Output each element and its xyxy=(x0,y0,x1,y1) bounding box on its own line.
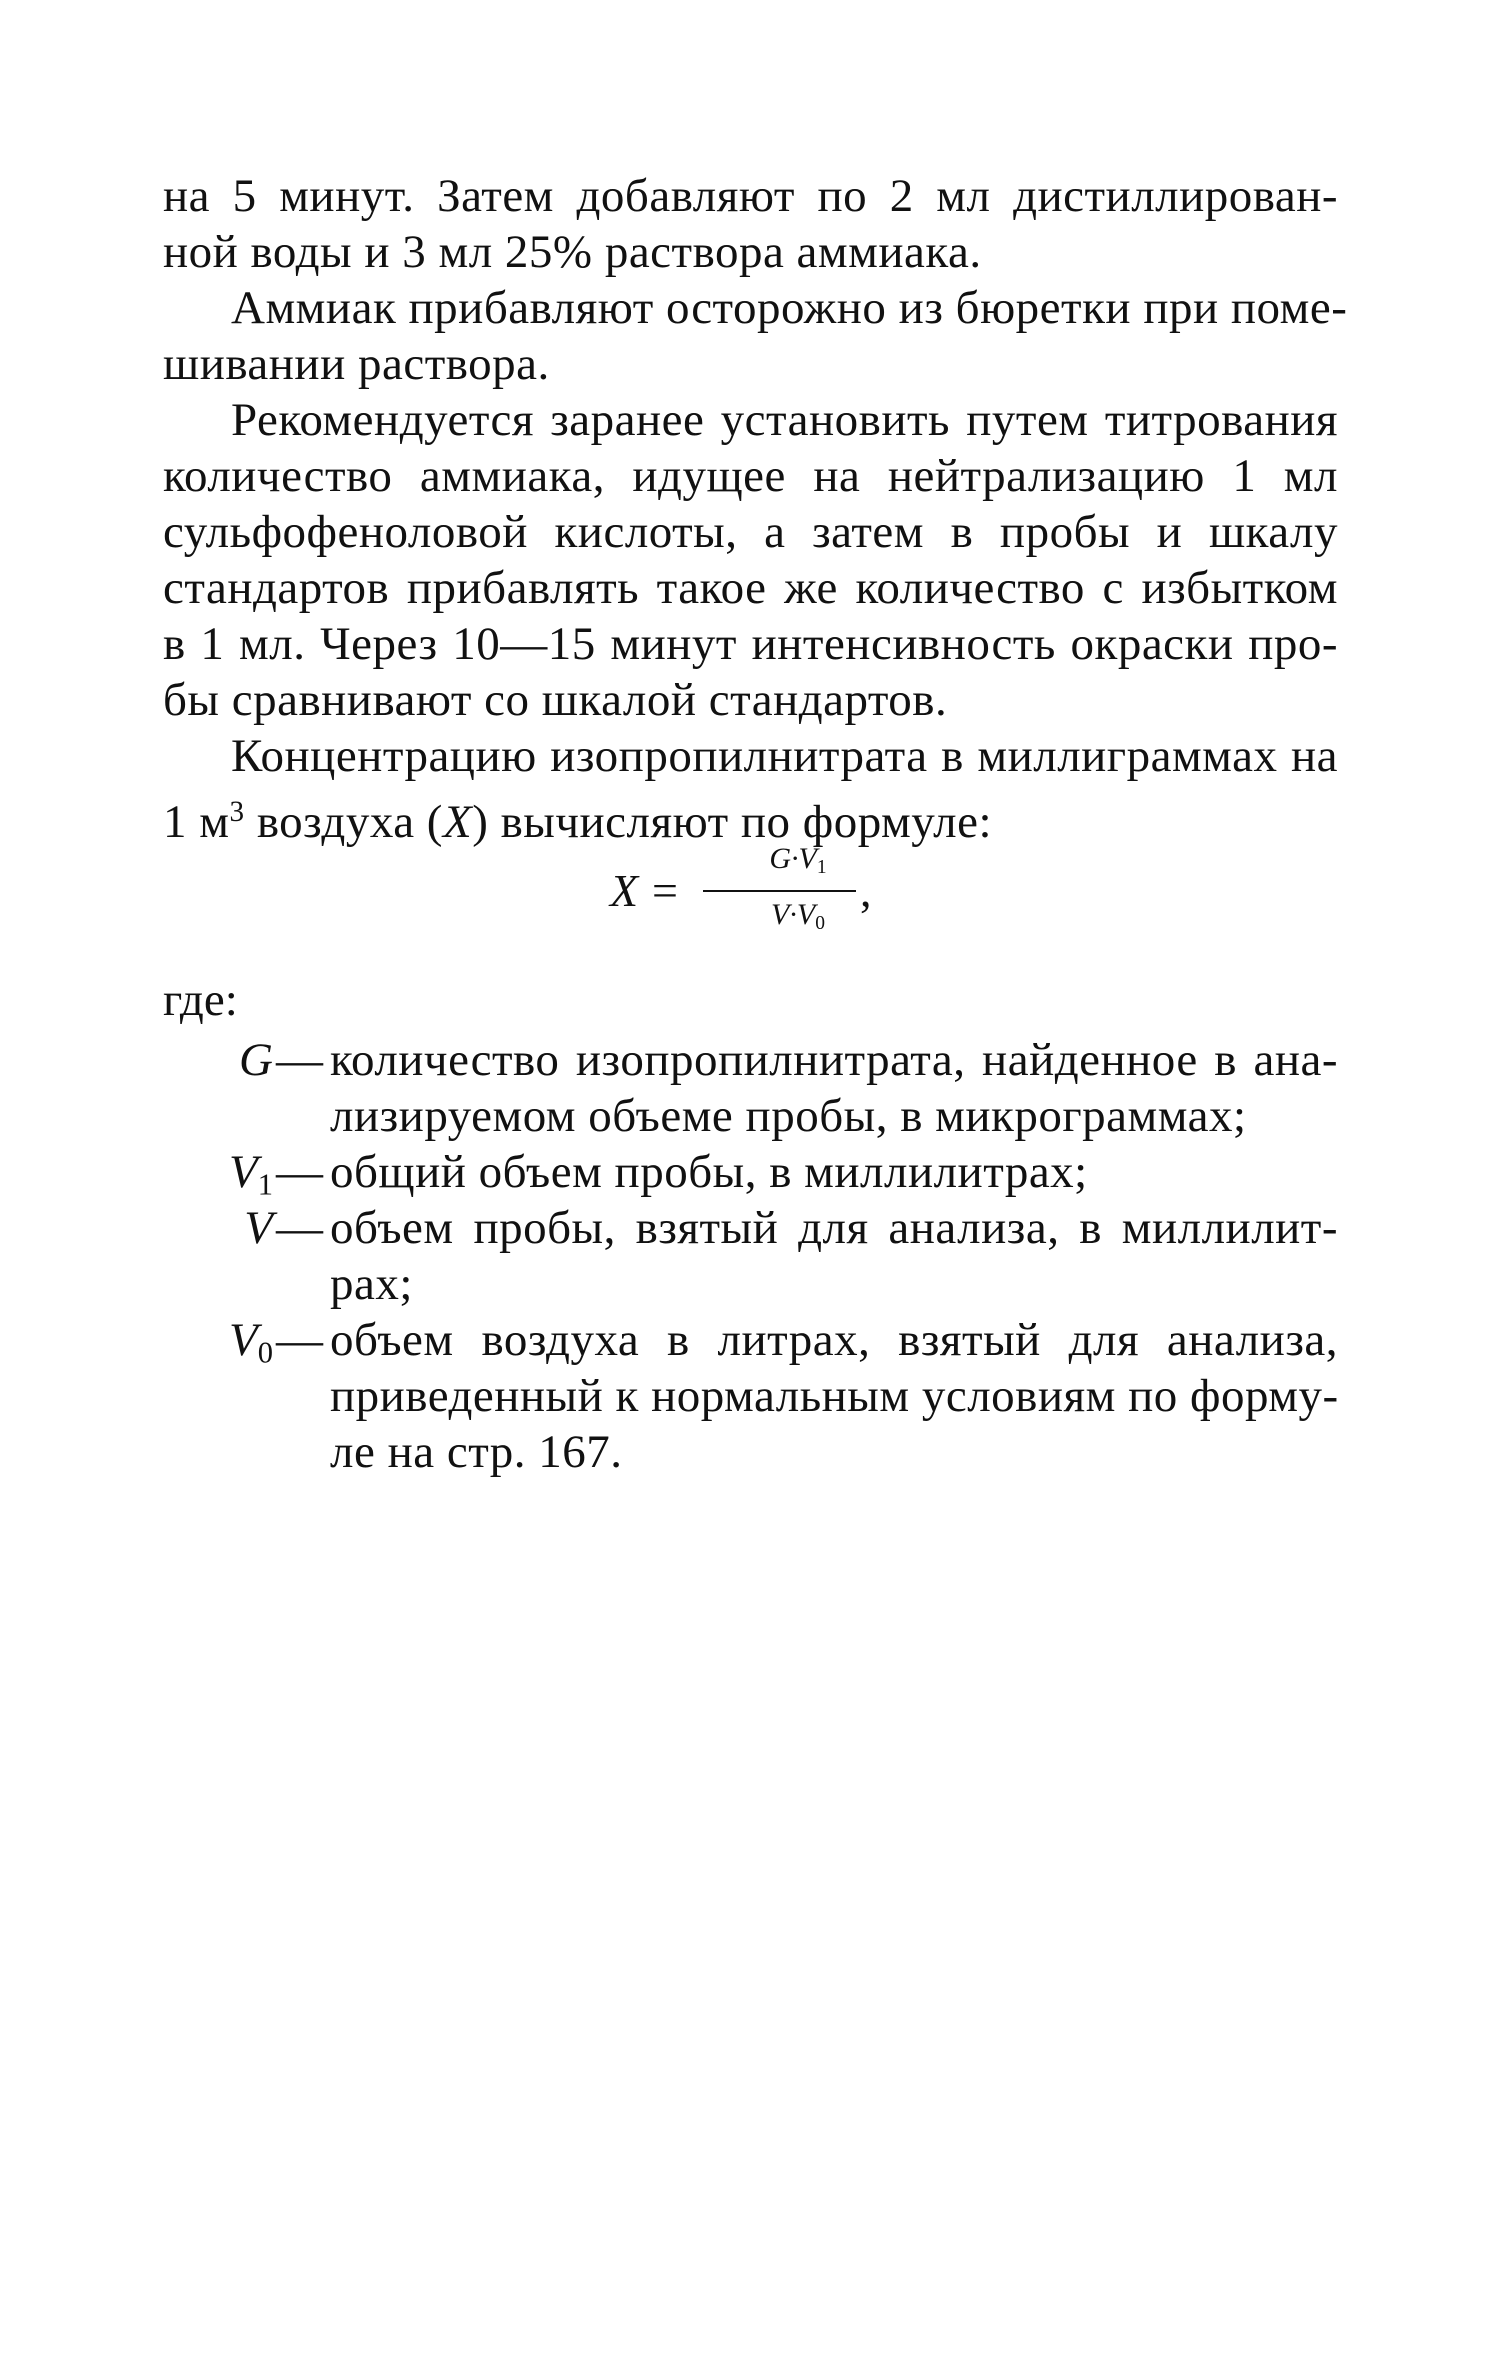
definition-item xyxy=(163,1312,1338,1480)
paragraph-line: Рекомендуется заранее установить путем титрования xyxy=(231,394,1338,446)
paragraph-line: на 5 минут. Затем добавляют по 2 мл дистиллирован- xyxy=(163,170,1338,222)
paragraph-line: бы сравнивают со шкалой стандартов. xyxy=(163,674,948,726)
formula-lhs: X xyxy=(610,865,639,916)
paragraph-line: количество аммиака, идущее на нейтрализацию 1 мл xyxy=(163,450,1338,502)
paragraph-line: сульфофеноловой кислоты, а затем в пробы и шкалу xyxy=(163,506,1338,558)
paragraph-concentration xyxy=(163,728,1338,849)
definition-line: объем пробы, взятый для анализа, в миллилит- xyxy=(330,1202,1338,1254)
variable: X xyxy=(442,796,473,849)
fraction-bar xyxy=(703,890,856,892)
numerator-text: G·V xyxy=(769,842,817,875)
paragraph-line: шивании раствора. xyxy=(163,338,550,390)
definition-dash: — xyxy=(276,1146,323,1198)
definition-symbol xyxy=(213,1312,273,1381)
paragraph-line: Концентрацию изопропилнитрата в миллиграммах на xyxy=(231,730,1338,782)
definition-line: ле на стр. 167. xyxy=(330,1426,623,1478)
definition-item xyxy=(163,1144,1338,1200)
definition-dash: — xyxy=(276,1034,323,1086)
symbol-text: G xyxy=(239,1034,273,1086)
symbol-text: V xyxy=(229,1314,258,1366)
paragraph-line: в 1 мл. Через 10—15 минут интенсивность окраски про- xyxy=(163,618,1338,670)
text-fragment: воздуха ( xyxy=(244,796,443,849)
definition-dash: — xyxy=(276,1314,323,1366)
formula xyxy=(163,842,1338,960)
definition-symbol xyxy=(213,1200,273,1269)
formula-denominator xyxy=(743,898,853,935)
definition-dash: — xyxy=(276,1202,323,1254)
definition-line: количество изопропилнитрата, найденное в ана- xyxy=(330,1034,1338,1086)
paragraph-line: Аммиак прибавляют осторожно из бюретки при поме- xyxy=(231,282,1348,334)
definition-line: приведенный к нормальным условиям по форму- xyxy=(330,1370,1339,1422)
paragraph-3 xyxy=(163,392,1338,728)
definition-line: общий объем пробы, в миллилитрах; xyxy=(330,1146,1088,1198)
symbol-text: V xyxy=(244,1202,273,1254)
definition-line: объем воздуха в литрах, взятый для анализа, xyxy=(330,1314,1338,1366)
paragraph-1 xyxy=(163,168,1338,280)
paragraph-line xyxy=(163,784,1338,849)
denominator-text: V·V xyxy=(771,898,816,931)
formula-equals: = xyxy=(652,865,678,916)
symbol-subscript: 0 xyxy=(257,1335,273,1370)
definition-item xyxy=(163,1200,1338,1312)
formula-numerator xyxy=(743,842,853,879)
text-fragment: 1 м xyxy=(163,796,230,849)
denominator-subscript: 0 xyxy=(815,912,825,934)
symbol-text: V xyxy=(229,1146,258,1198)
paragraph-2 xyxy=(163,280,1348,392)
text-fragment: ) вычисляют по формуле: xyxy=(472,796,993,849)
paragraph-line: ной воды и 3 мл 25% раствора аммиака. xyxy=(163,226,982,278)
superscript: 3 xyxy=(229,796,245,828)
definition-item xyxy=(163,1032,1338,1144)
paragraph-line: стандартов прибавлять такое же количество с избытком xyxy=(163,562,1338,614)
symbol-subscript: 1 xyxy=(257,1167,273,1202)
where-label: где: xyxy=(163,974,238,1026)
numerator-subscript: 1 xyxy=(816,856,827,878)
definition-line: лизируемом объеме пробы, в микрограммах; xyxy=(330,1090,1247,1142)
definition-line: рах; xyxy=(330,1258,413,1310)
document-page xyxy=(163,168,1348,1480)
formula-comma: , xyxy=(860,865,872,916)
definition-symbol xyxy=(213,1032,273,1101)
